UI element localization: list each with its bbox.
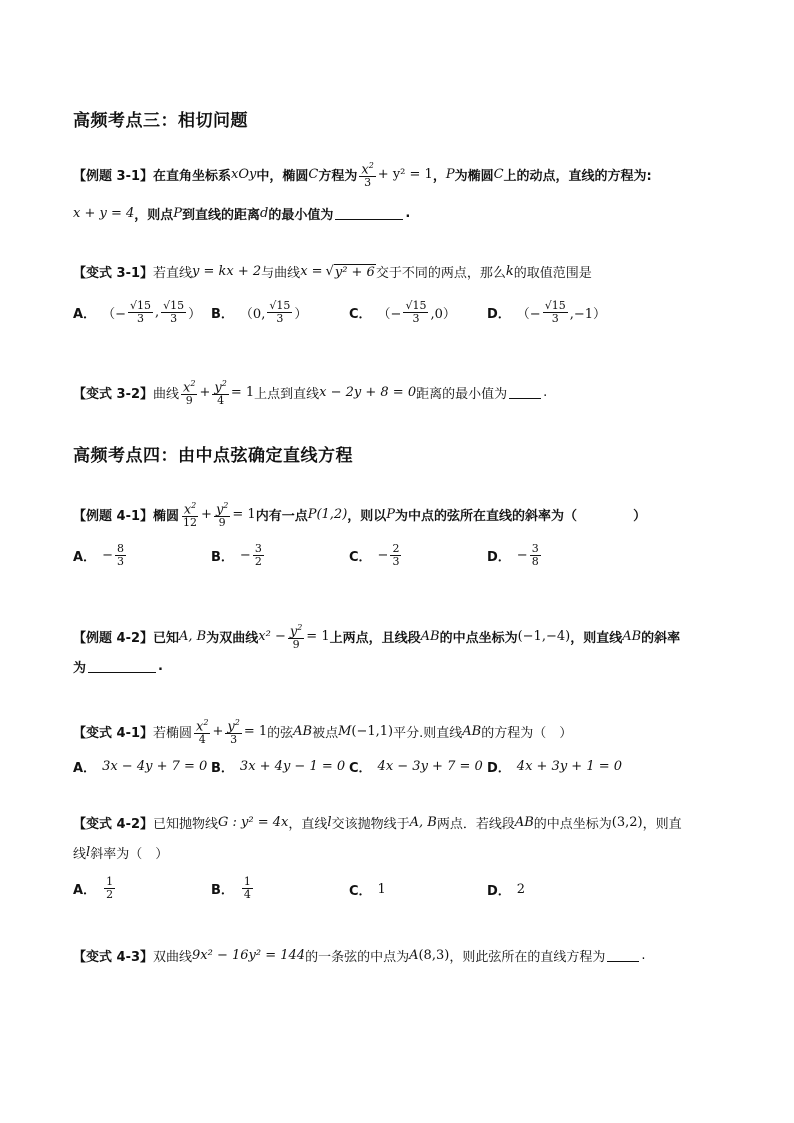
text: . [543, 385, 548, 401]
text: 到直线的距离 [182, 208, 261, 223]
option-d[interactable] [487, 757, 622, 776]
variant-3-2: 【变式 3-2】 曲线 $\frac{x^2}{9}$ + $\frac{y^2}{4}$ = 1 上点到直线 x − 2y + 8 = 0 距离的最小值为 . [73, 379, 548, 408]
text: 平分.则直线 [393, 726, 463, 742]
math: P [445, 167, 455, 183]
text: 方程为 [318, 169, 358, 185]
text: 上两点，且线段 [329, 631, 421, 647]
math: = 1 [232, 507, 256, 523]
math: P [386, 507, 396, 523]
text: ） [633, 509, 647, 525]
math: l [327, 815, 332, 830]
text: 已知 [153, 631, 180, 647]
text: 若直线 [153, 266, 193, 281]
option-label: D． [487, 307, 511, 322]
text: 的中点坐标为 [439, 631, 518, 647]
text: 若椭圆 [153, 726, 193, 742]
example-3-1-line1 [73, 160, 652, 189]
math: AB [462, 724, 482, 740]
option-value: 2 [516, 882, 526, 897]
text: 的取值范围是 [513, 266, 592, 281]
math: P [173, 206, 183, 221]
text: 交该抛物线于 [331, 817, 410, 832]
text: 的方程为（ ） [481, 726, 573, 742]
option-c[interactable]: C． − $\frac{2}{3}$ [349, 542, 400, 568]
section-heading-3: 高频考点三：相切问题 [73, 111, 248, 131]
text: . [641, 948, 646, 963]
option-c[interactable] [349, 880, 386, 899]
math: k [505, 264, 514, 279]
text: 内有一点 [255, 509, 308, 525]
math: (3,2) [611, 815, 643, 830]
text: 的斜率 [641, 631, 681, 647]
text: 中，椭圆 [256, 169, 309, 185]
variant-4-1: 【变式 4-1】 若椭圆 $\frac{x^2}{4}$ + $\frac{y^2}{3}$ = 1 的弦 AB 被点 M (−1,1) 平分.则直线 AB 的方程为（ ） [73, 718, 573, 747]
example-4-2-line1: 【例题 4-2】 已知 A, B 为双曲线 x² − $\frac{y^2}{9}$ = 1 上两点，且线段 AB 的中点坐标为 (−1,−4) ，则直线 AB 的斜率 [73, 623, 681, 652]
math: (−1,1) [351, 724, 394, 740]
text: 的中点坐标为 [533, 817, 612, 832]
option-b[interactable]: B． $\frac{1}{4}$ [211, 875, 251, 901]
math: M [338, 724, 352, 740]
math: = 1 [306, 629, 330, 645]
variant-tag: 【变式 3-2】 [73, 387, 154, 403]
math: 9x² − 16y² = 144 [192, 948, 306, 963]
text: 椭圆 [153, 509, 180, 525]
option-label: D． [487, 884, 511, 899]
option-label: A． [73, 761, 97, 776]
variant-tag: 【变式 3-1】 [73, 266, 154, 281]
option-c[interactable] [349, 757, 483, 776]
option-label: A． [73, 883, 97, 898]
option-d[interactable]: D． （− $\frac{√15}{3}$ ,−1） [487, 299, 607, 325]
text: 斜率为（ ） [90, 847, 169, 862]
option-b[interactable]: B． （0, $\frac{√15}{3}$ ） [211, 299, 308, 325]
math: P(1,2) [307, 507, 348, 523]
option-d[interactable]: D． − $\frac{3}{8}$ [487, 542, 539, 568]
math: x + y = 4 [73, 206, 135, 221]
text: 的最小值为 [268, 208, 334, 223]
option-b[interactable] [211, 757, 345, 776]
text: . [158, 659, 163, 674]
math: C [493, 167, 504, 183]
text: 两点．若线段 [436, 817, 515, 832]
answer-blank[interactable] [88, 660, 156, 673]
math: = 1 [243, 724, 268, 740]
math: = 1 [230, 385, 255, 401]
variant-4-3 [73, 946, 645, 965]
math: x = [300, 264, 323, 279]
option-value: 1 [377, 882, 386, 897]
example-3-1-line2 [73, 204, 410, 223]
math: xOy [231, 167, 257, 183]
text: 已知抛物线 [153, 817, 219, 832]
option-value: 3x + 4y − 1 = 0 [239, 759, 346, 774]
text: ，则以 [347, 509, 387, 525]
math: A, B [409, 815, 437, 830]
text: 的一条弦的中点为 [305, 950, 410, 965]
option-value: 3x − 4y + 7 = 0 [102, 759, 208, 774]
math: x − 2y + 8 = 0 [319, 385, 417, 401]
answer-blank[interactable] [335, 207, 403, 220]
example-tag: 【例题 3-1】 [73, 169, 154, 185]
text: 为中点的弦所在直线的斜率为（ [395, 509, 578, 525]
math: x² − [258, 629, 286, 645]
option-label: B． [211, 307, 234, 322]
option-a[interactable]: A． − $\frac{8}{3}$ [73, 542, 124, 568]
math: A [409, 948, 419, 963]
math: + y² = 1 [377, 167, 433, 183]
text: 在直角坐标系 [153, 169, 232, 185]
text: 为双曲线 [206, 631, 259, 647]
text: 双曲线 [153, 950, 193, 965]
option-a[interactable] [73, 757, 207, 776]
text: 为椭圆 [454, 169, 494, 185]
math: y² + 6 [334, 264, 375, 280]
option-d[interactable] [487, 880, 525, 899]
text: 被点 [312, 726, 339, 742]
option-label: B． [211, 883, 234, 898]
text: 上点到直线 [254, 387, 320, 403]
math: AB [622, 629, 642, 645]
math: G : y² = 4x [218, 815, 289, 830]
option-a[interactable]: A． $\frac{1}{2}$ [73, 875, 114, 901]
text: 的弦 [267, 726, 294, 742]
option-label: A． [73, 550, 97, 565]
variant-4-2-line1 [73, 813, 682, 832]
math: AB [420, 629, 440, 645]
text: ，则此弦所在的直线方程为 [449, 950, 606, 965]
option-c[interactable]: C． （− $\frac{√15}{3}$ ,0） [349, 299, 456, 325]
text: . [405, 206, 411, 221]
math: A, B [179, 629, 207, 645]
variant-tag: 【变式 4-1】 [73, 726, 154, 742]
text: ，则直 [642, 817, 682, 832]
text: ， [432, 169, 446, 185]
variant-tag: 【变式 4-3】 [73, 950, 154, 965]
text: 距离的最小值为 [416, 387, 508, 403]
option-label: C． [349, 550, 372, 565]
math: y = kx + 2 [192, 264, 262, 279]
text: 与曲线 [261, 266, 301, 281]
text: ，直线 [288, 817, 328, 832]
section-heading-4: 高频考点四：由中点弦确定直线方程 [73, 446, 353, 466]
option-value: 4x + 3y + 1 = 0 [516, 759, 623, 774]
option-value: 4x − 3y + 7 = 0 [377, 759, 483, 774]
text: 上的动点，直线的方程为: [503, 169, 652, 185]
text: 线 [73, 847, 87, 862]
option-label: B． [211, 761, 234, 776]
variant-3-1-line1: 【变式 3-1】 若直线 y = kx + 2 与曲线 x = √ y² + 6 交于不同的两点，那么 k 的取值范围是 [73, 264, 592, 281]
example-4-1: 【例题 4-1】 椭圆 $\frac{x^2}{12}$ + $\frac{y^2}{9}$ = 1 内有一点 P(1,2) ，则以 P 为中点的弦所在直线的斜率为（ ） [73, 501, 647, 530]
math: AB [293, 724, 313, 740]
example-tag: 【例题 4-1】 [73, 509, 154, 525]
math: AB [514, 815, 534, 830]
option-label: B． [211, 550, 234, 565]
math: (8,3) [418, 948, 450, 963]
option-a[interactable]: A． （− $\frac{√15}{3}$ , $\frac{√15}{3}$ ） [73, 299, 202, 325]
math: C [308, 167, 319, 183]
variant-4-2-line2 [73, 843, 168, 862]
option-label: A． [73, 307, 97, 322]
text: ，则点 [134, 208, 174, 223]
math: d [260, 206, 269, 221]
option-b[interactable]: B． − $\frac{3}{2}$ [211, 542, 262, 568]
example-tag: 【例题 4-2】 [73, 631, 154, 647]
text: 为 [73, 661, 87, 676]
math: l [86, 845, 91, 860]
answer-blank[interactable] [607, 949, 639, 962]
text: 交于不同的两点，那么 [375, 266, 506, 281]
option-label: C． [349, 884, 372, 899]
answer-blank[interactable] [509, 386, 541, 399]
example-4-2-line2 [73, 657, 163, 676]
option-label: D． [487, 761, 511, 776]
text: 曲线 [153, 387, 180, 403]
option-label: C． [349, 761, 372, 776]
text: ，则直线 [570, 631, 623, 647]
variant-tag: 【变式 4-2】 [73, 817, 154, 832]
option-label: C． [349, 307, 372, 322]
fraction: $\frac{x^2}{3}$ [361, 161, 374, 190]
option-label: D． [487, 550, 511, 565]
math: (−1,−4) [517, 629, 571, 645]
